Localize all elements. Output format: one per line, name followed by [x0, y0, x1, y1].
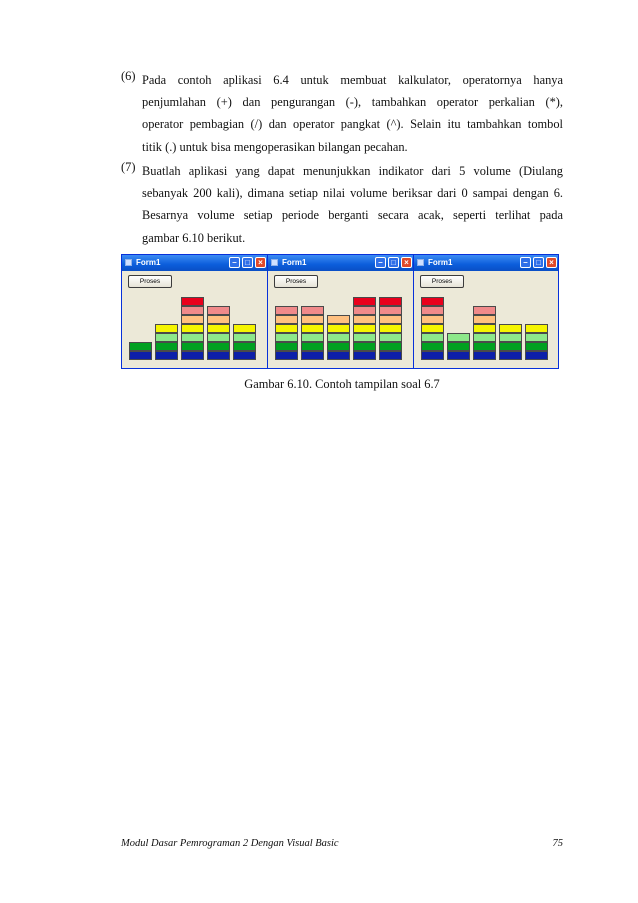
- volume-segment: [499, 351, 522, 360]
- minimize-icon[interactable]: –: [229, 257, 240, 268]
- list-item-number: (7): [121, 160, 136, 174]
- text-line: sebanyak 200 kali), dimana setiap nilai volume beriksar dari 0 sampai dengan 6.: [142, 186, 563, 201]
- list-item-number: (6): [121, 69, 136, 83]
- volume-segment: [327, 333, 350, 342]
- volume-segment: [421, 306, 444, 315]
- volume-segment: [379, 351, 402, 360]
- window-title: Form1: [282, 258, 307, 267]
- page-number: 75: [552, 838, 563, 849]
- volume-segment: [181, 297, 204, 306]
- volume-segment: [473, 315, 496, 324]
- volume-segment: [327, 315, 350, 324]
- volume-segment: [275, 333, 298, 342]
- volume-segment: [421, 342, 444, 351]
- volume-segment: [233, 342, 256, 351]
- list-item-text: [142, 160, 563, 249]
- volume-segment: [379, 342, 402, 351]
- volume-segment: [301, 306, 324, 315]
- text-line: Pada contoh aplikasi 6.4 untuk membuat kalkulator, operatornya hanya: [142, 73, 563, 87]
- volume-segment: [207, 306, 230, 315]
- volume-segment: [421, 324, 444, 333]
- volume-segment: [379, 324, 402, 333]
- volume-segment: [327, 324, 350, 333]
- volume-segment: [379, 306, 402, 315]
- volume-segment: [181, 324, 204, 333]
- text-line: penjumlahan (+) dan pengurangan (-), tambahkan operator perkalian (*),: [142, 95, 563, 110]
- volume-segment: [499, 342, 522, 351]
- volume-segment: [353, 297, 376, 306]
- window-title: Form1: [428, 258, 453, 267]
- volume-segment: [473, 306, 496, 315]
- text-line: Buatlah aplikasi yang dapat menunjukkan indikator dari 5 volume (Diulang: [142, 164, 563, 178]
- volume-segment: [525, 333, 548, 342]
- volume-segment: [275, 324, 298, 333]
- volume-segment: [421, 315, 444, 324]
- volume-segment: [525, 351, 548, 360]
- volume-segment: [421, 351, 444, 360]
- volume-segment: [353, 315, 376, 324]
- app-icon: [417, 259, 424, 266]
- volume-segment: [275, 306, 298, 315]
- proses-button[interactable]: Proses: [274, 275, 318, 288]
- volume-segment: [327, 351, 350, 360]
- volume-segment: [181, 333, 204, 342]
- list-item-7: [121, 160, 563, 249]
- app-icon: [125, 259, 132, 266]
- volume-segment: [275, 351, 298, 360]
- volume-segment: [233, 351, 256, 360]
- window-titlebar: [122, 255, 267, 271]
- volume-segment: [233, 324, 256, 333]
- maximize-icon[interactable]: □: [242, 257, 253, 268]
- volume-segment: [353, 324, 376, 333]
- volume-segment: [207, 333, 230, 342]
- list-item-text: [142, 69, 563, 158]
- volume-segment: [155, 351, 178, 360]
- volume-segment: [301, 315, 324, 324]
- window-titlebar: [268, 255, 413, 271]
- volume-segment: [353, 342, 376, 351]
- volume-segment: [473, 351, 496, 360]
- volume-segment: [155, 333, 178, 342]
- volume-segment: [353, 306, 376, 315]
- maximize-icon[interactable]: □: [388, 257, 399, 268]
- window-titlebar: [414, 255, 558, 271]
- volume-segment: [525, 324, 548, 333]
- volume-segment: [129, 342, 152, 351]
- volume-segment: [353, 333, 376, 342]
- volume-segment: [421, 333, 444, 342]
- volume-segment: [379, 297, 402, 306]
- text-line: Besarnya volume setiap periode berganti secara acak, seperti terlihat pada: [142, 208, 563, 223]
- volume-segment: [181, 342, 204, 351]
- close-icon[interactable]: ×: [255, 257, 266, 268]
- form-window: [413, 254, 559, 369]
- text-line: titik (.) untuk bisa mengoperasikan bilangan pecahan.: [142, 139, 408, 154]
- volume-segment: [447, 342, 470, 351]
- form-window: [267, 254, 414, 369]
- volume-segment: [421, 297, 444, 306]
- volume-segment: [327, 342, 350, 351]
- minimize-icon[interactable]: –: [520, 257, 531, 268]
- volume-segment: [181, 315, 204, 324]
- proses-button[interactable]: Proses: [128, 275, 172, 288]
- volume-segment: [301, 333, 324, 342]
- text-line: gambar 6.10 berikut.: [142, 230, 246, 245]
- close-icon[interactable]: ×: [546, 257, 557, 268]
- list-item-6: [121, 69, 563, 158]
- volume-segment: [379, 333, 402, 342]
- proses-button[interactable]: Proses: [420, 275, 464, 288]
- volume-segment: [353, 351, 376, 360]
- volume-segment: [155, 342, 178, 351]
- volume-segment: [181, 306, 204, 315]
- volume-segment: [181, 351, 204, 360]
- maximize-icon[interactable]: □: [533, 257, 544, 268]
- volume-segment: [447, 333, 470, 342]
- volume-segment: [207, 351, 230, 360]
- figure-caption: Gambar 6.10. Contoh tampilan soal 6.7: [244, 377, 440, 391]
- volume-segment: [207, 324, 230, 333]
- volume-segment: [129, 351, 152, 360]
- volume-segment: [301, 351, 324, 360]
- volume-segment: [207, 342, 230, 351]
- minimize-icon[interactable]: –: [375, 257, 386, 268]
- volume-segment: [525, 342, 548, 351]
- window-title: Form1: [136, 258, 161, 267]
- volume-segment: [499, 324, 522, 333]
- footer-title: Modul Dasar Pemrograman 2 Dengan Visual Basic: [121, 838, 339, 849]
- volume-segment: [473, 324, 496, 333]
- volume-segment: [473, 333, 496, 342]
- volume-segment: [207, 315, 230, 324]
- volume-segment: [275, 342, 298, 351]
- volume-segment: [447, 351, 470, 360]
- volume-segment: [473, 342, 496, 351]
- close-icon[interactable]: ×: [401, 257, 412, 268]
- figure-6-10: [121, 254, 559, 369]
- volume-segment: [379, 315, 402, 324]
- volume-segment: [233, 333, 256, 342]
- volume-segment: [301, 324, 324, 333]
- form-window: [121, 254, 268, 369]
- volume-segment: [499, 333, 522, 342]
- volume-segment: [155, 324, 178, 333]
- volume-segment: [301, 342, 324, 351]
- text-line: operator pembagian (/) dan operator pangkat (^). Selain itu tambahkan tombol: [142, 117, 563, 132]
- volume-segment: [275, 315, 298, 324]
- app-icon: [271, 259, 278, 266]
